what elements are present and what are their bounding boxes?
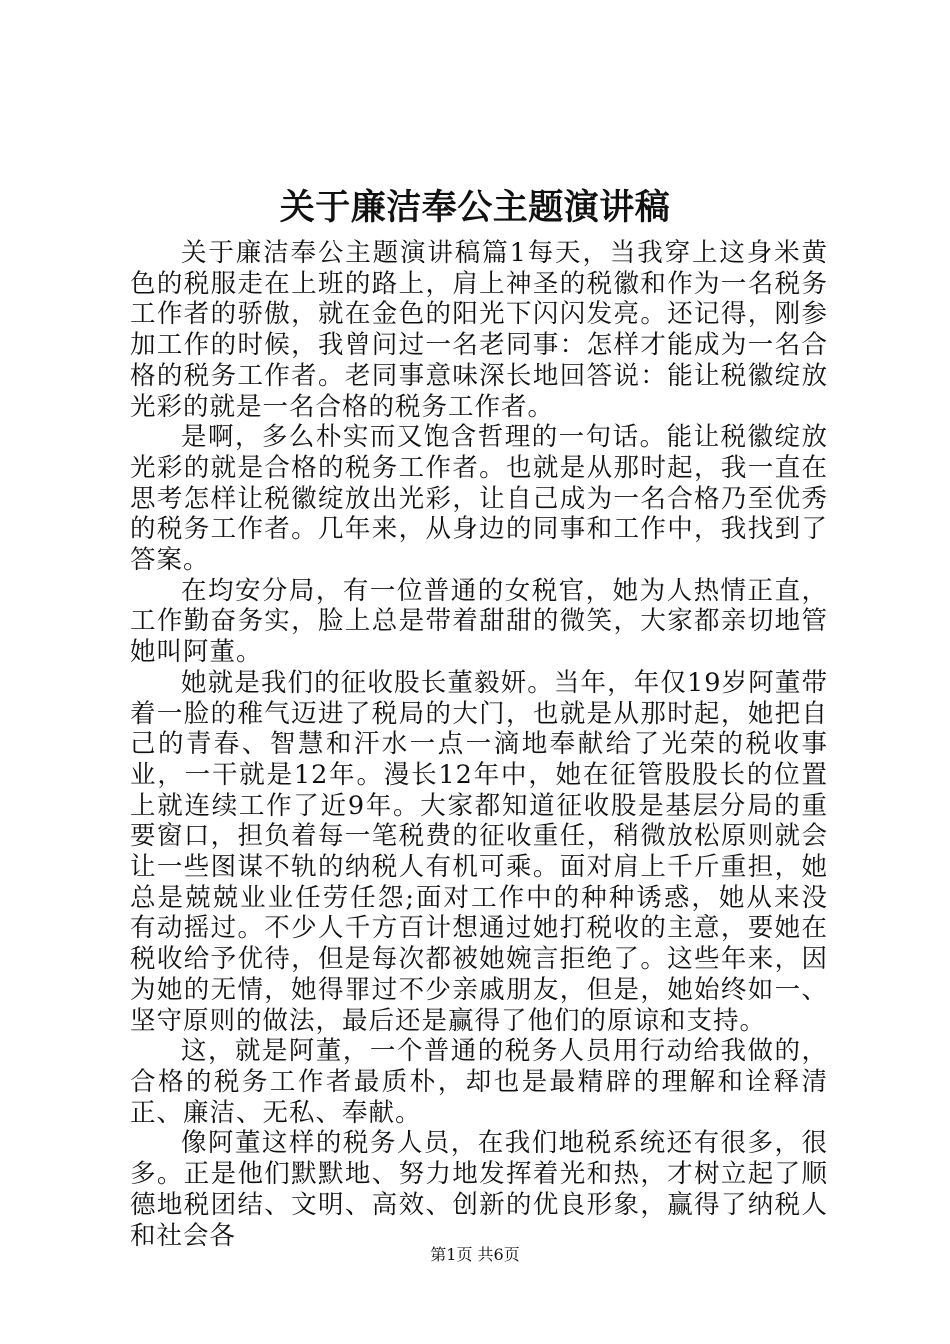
page-footer: 第1页 共6页: [430, 1245, 520, 1264]
body-paragraph: 是啊，多么朴实而又饱含哲理的一句话。能让税徽绽放光彩的就是合格的税务工作者。也就是从那时起，我一直在思考怎样让税徽绽放出光彩，让自己成为一名合格乃至优秀的税务工作者。几年来，从身边的同事和工作中，我找到了答案。: [130, 422, 828, 576]
body-paragraph: 这，就是阿董，一个普通的税务人员用行动给我做的，合格的税务工作者最质朴，却也是最精辟的理解和诠释清正、廉洁、无私、奉献。: [130, 1036, 828, 1128]
body-paragraph: 在均安分局，有一位普通的女税官，她为人热情正直，工作勤奋务实，脸上总是带着甜甜的微笑，大家都亲切地管她叫阿董。: [130, 575, 828, 668]
body-paragraph: 她就是我们的征收股长董毅妍。当年，年仅19岁阿董带着一脸的稚气迈进了税局的大门，也就是从那时起，她把自己的青春、智慧和汗水一点一滴地奉献给了光荣的税收事业，一干就是12年。漫长12年中，她在征管股股长的位置上就连续工作了近9年。大家都知道征收股是基层分局的重要窗口，担负着每一笔税费的征收重任，稍微放松原则就会让一些图谋不轨的纳税人有机可乘。面对肩上千斤重担，她总是兢兢业业任劳任怨;面对工作中的种种诱惑，她从来没有动摇过。不少人千方百计想通过她打税收的主意，要她在税收给予优待，但是每次都被她婉言拒绝了。这些年来，因为她的无情，她得罪过不少亲戚朋友，但是，她始终如一、坚守原则的做法，最后还是赢得了他们的原谅和支持。: [130, 667, 828, 1036]
body-paragraph: 关于廉洁奉公主题演讲稿篇1每天，当我穿上这身米黄色的税服走在上班的路上，肩上神圣的税徽和作为一名税务工作者的骄傲，就在金色的阳光下闪闪发亮。还记得，刚参加工作的时候，我曾问过一名老同事：怎样才能成为一名合格的税务工作者。老同事意味深长地回答说：能让税徽绽放光彩的就是一名合格的税务工作者。: [130, 238, 828, 422]
document-title: 关于廉洁奉公主题演讲稿: [279, 187, 671, 228]
document-body: [130, 238, 828, 1251]
body-paragraph: 像阿董这样的税务人员，在我们地税系统还有很多，很多。正是他们默默地、努力地发挥着光和热，才树立起了顺德地税团结、文明、高效、创新的优良形象，赢得了纳税人和社会各: [130, 1128, 828, 1251]
